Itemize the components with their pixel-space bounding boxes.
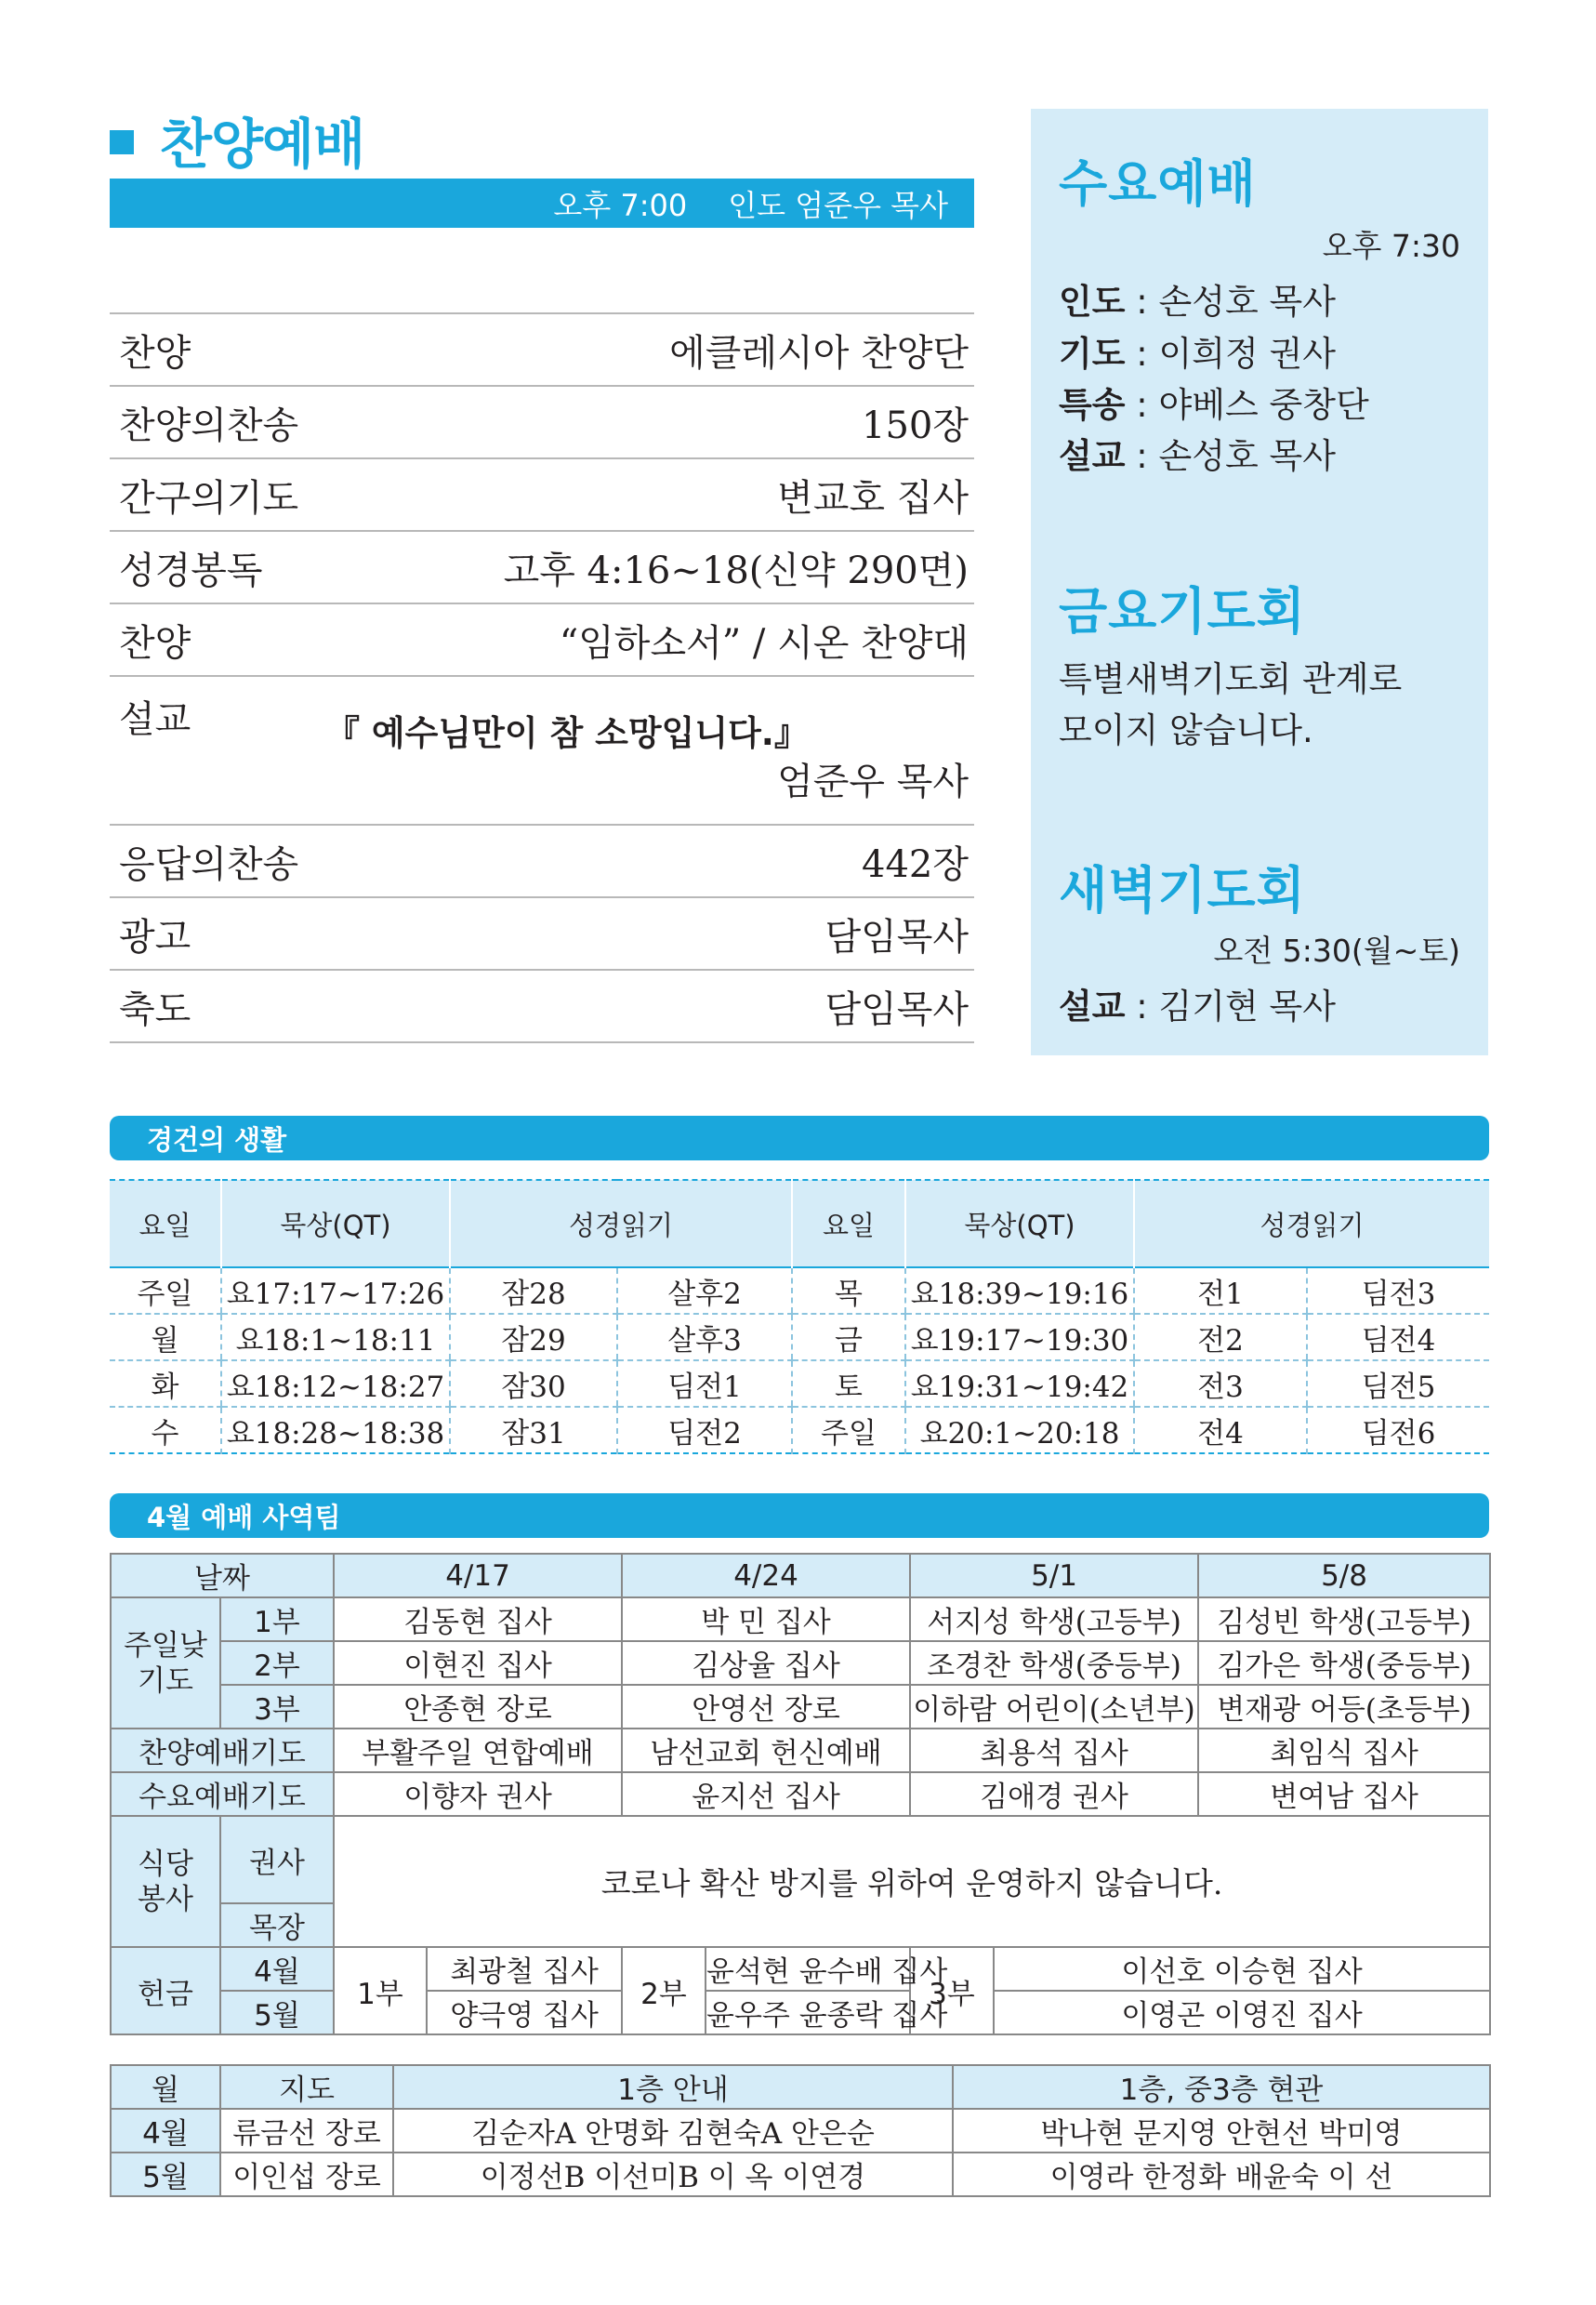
name-cell: 김성빈 학생(고등부) <box>1198 1597 1490 1641</box>
role-label: 설교 <box>1059 987 1126 1027</box>
name-cell: 이인섭 장로 <box>220 2153 393 2196</box>
qt-cell: 요18:28~18:38 <box>221 1407 450 1453</box>
order-item: 찬양 <box>119 331 191 375</box>
date-cell: 5/8 <box>1198 1554 1490 1597</box>
guide-header: 월 <box>111 2065 220 2109</box>
name-cell: 윤지선 집사 <box>622 1772 910 1816</box>
table-row <box>110 1267 1489 1314</box>
role-label: 특송 <box>1059 385 1126 425</box>
sermon-row <box>110 675 974 824</box>
name-cell: 변여남 집사 <box>1198 1772 1490 1816</box>
order-value: 담임목사 <box>824 915 969 959</box>
qt-cell: 요19:31~19:42 <box>905 1360 1134 1407</box>
usher-guide-table <box>110 2064 1491 2197</box>
order-item: 축도 <box>119 987 191 1031</box>
order-row <box>110 969 974 1041</box>
praise-service-heading <box>110 102 364 177</box>
month-cell: 4월 <box>220 1947 334 1991</box>
reading-cell: 딤전2 <box>617 1407 792 1453</box>
day-cell: 금 <box>792 1314 905 1360</box>
sermon-preacher: 엄준우 목사 <box>777 761 969 803</box>
square-bullet-icon <box>110 130 134 154</box>
day-cell: 화 <box>110 1360 221 1407</box>
order-item: 찬양의찬송 <box>119 404 299 447</box>
order-value: 담임목사 <box>824 987 969 1031</box>
table-row <box>111 1641 1490 1685</box>
name-cell: 윤석현 윤수배 집사 <box>706 1947 910 1991</box>
dawn-prayer-title: 새벽기도회 <box>1059 861 1306 920</box>
devotion-table <box>110 1179 1489 1454</box>
sermon-title: 『 예수님만이 참 소망입니다.』 <box>325 713 809 753</box>
name-cell: 김동현 집사 <box>334 1597 622 1641</box>
worship-order-list <box>110 312 974 1043</box>
date-cell: 4/17 <box>334 1554 622 1597</box>
table-row <box>111 2153 1490 2196</box>
order-item: 성경봉독 <box>119 549 263 592</box>
name-cell: 박나현 문지영 안현선 박미영 <box>953 2109 1490 2153</box>
order-row <box>110 603 974 675</box>
order-item: 광고 <box>119 915 191 959</box>
header-day: 요일 <box>792 1180 905 1267</box>
part-cell: 3부 <box>220 1685 334 1729</box>
friday-note-line: 모이지 않습니다. <box>1059 710 1313 750</box>
name-cell: 부활주일 연합예배 <box>334 1729 622 1772</box>
part-cell: 2부 <box>220 1641 334 1685</box>
order-value: 에클레시아 찬양단 <box>669 331 969 375</box>
table-row <box>110 1407 1489 1453</box>
name-cell: 박 민 집사 <box>622 1597 910 1641</box>
header-qt: 묵상(QT) <box>905 1180 1134 1267</box>
order-value: 고후 4:16~18(신약 290면) <box>503 549 969 592</box>
role-name: : 이희정 권사 <box>1125 334 1336 374</box>
order-value: 150장 <box>862 404 969 447</box>
name-cell: 이향자 권사 <box>334 1772 622 1816</box>
date-cell: 4/24 <box>622 1554 910 1597</box>
part-cell: 2부 <box>622 1947 706 2034</box>
role-label: 기도 <box>1059 334 1126 374</box>
cafeteria-note: 코로나 확산 방지를 위하여 운영하지 않습니다. <box>334 1816 1490 1947</box>
table-row <box>111 1816 1490 1903</box>
order-divider <box>110 1041 974 1043</box>
date-label: 날짜 <box>111 1554 334 1597</box>
part-cell: 1부 <box>334 1947 427 2034</box>
praise-service-leader: 인도 엄준우 목사 <box>728 187 948 223</box>
qt-cell: 요18:1~18:11 <box>221 1314 450 1360</box>
name-cell: 이영곤 이영진 집사 <box>994 1991 1490 2034</box>
order-item: 응답의찬송 <box>119 842 299 886</box>
order-row <box>110 896 974 969</box>
date-cell: 5/1 <box>910 1554 1198 1597</box>
role-name: : 손성호 목사 <box>1125 282 1336 322</box>
table-row <box>111 1772 1490 1816</box>
header-day: 요일 <box>110 1180 221 1267</box>
role-label: 인도 <box>1059 282 1126 322</box>
header-reading: 성경읽기 <box>1134 1180 1489 1267</box>
qt-cell: 요19:17~19:30 <box>905 1314 1134 1360</box>
sermon-label: 설교 <box>119 698 191 741</box>
ministry-team-section-title: 4월 예배 사역팀 <box>147 1501 341 1533</box>
reading-cell: 전3 <box>1134 1360 1307 1407</box>
devotion-section-title: 경건의 생활 <box>147 1123 287 1156</box>
wednesday-line <box>1059 273 1336 324</box>
part-cell: 3부 <box>910 1947 994 2034</box>
part-cell: 1부 <box>220 1597 334 1641</box>
day-cell: 주일 <box>110 1267 221 1314</box>
reading-cell: 잠30 <box>450 1360 617 1407</box>
reading-cell: 전1 <box>1134 1267 1307 1314</box>
cafeteria-sub-label: 권사 <box>220 1816 334 1903</box>
name-cell: 조경찬 학생(중등부) <box>910 1641 1198 1685</box>
sunday-prayer-label: 주일낮 기도 <box>111 1597 220 1729</box>
name-cell: 김상율 집사 <box>622 1641 910 1685</box>
reading-cell: 딤전3 <box>1307 1267 1489 1314</box>
reading-cell: 딤전5 <box>1307 1360 1489 1407</box>
role-name: : 야베스 중창단 <box>1125 385 1369 425</box>
name-cell: 서지성 학생(고등부) <box>910 1597 1198 1641</box>
day-cell: 목 <box>792 1267 905 1314</box>
friday-note-line: 특별새벽기도회 관계로 <box>1059 659 1403 699</box>
reading-cell: 전2 <box>1134 1314 1307 1360</box>
qt-cell: 요18:39~19:16 <box>905 1267 1134 1314</box>
name-cell: 최용석 집사 <box>910 1729 1198 1772</box>
qt-cell: 요20:1~20:18 <box>905 1407 1134 1453</box>
reading-cell: 딤전4 <box>1307 1314 1489 1360</box>
wednesday-line <box>1059 428 1336 478</box>
wednesday-line <box>1059 377 1369 427</box>
order-value: “임하소서” / 시온 찬양대 <box>559 621 969 665</box>
header-reading: 성경읽기 <box>450 1180 792 1267</box>
dawn-prayer-time: 오전 5:30(월~토) <box>1213 933 1460 969</box>
table-row <box>110 1360 1489 1407</box>
friday-prayer-title: 금요기도회 <box>1059 582 1306 641</box>
offering-label: 헌금 <box>111 1947 220 2034</box>
ministry-team-section-bar <box>110 1493 1489 1538</box>
cafeteria-label: 식당 봉사 <box>111 1816 220 1947</box>
name-cell: 이정선B 이선미B 이 옥 이연경 <box>393 2153 953 2196</box>
wednesday-service-time: 오후 7:30 <box>1322 228 1460 264</box>
table-row <box>111 1685 1490 1729</box>
praise-prayer-label: 찬양예배기도 <box>111 1729 334 1772</box>
reading-cell: 잠29 <box>450 1314 617 1360</box>
reading-cell: 전4 <box>1134 1407 1307 1453</box>
table-row <box>111 1947 1490 1991</box>
order-row <box>110 312 974 385</box>
wed-prayer-label: 수요예배기도 <box>111 1772 334 1816</box>
praise-service-title: 찬양예배 <box>160 113 365 176</box>
order-row <box>110 457 974 530</box>
table-row <box>111 1554 1490 1597</box>
qt-cell: 요18:12~18:27 <box>221 1360 450 1407</box>
reading-cell: 잠28 <box>450 1267 617 1314</box>
month-cell: 5월 <box>220 1991 334 2034</box>
wednesday-line <box>1059 325 1336 376</box>
name-cell: 이영라 한정화 배윤숙 이 선 <box>953 2153 1490 2196</box>
order-row <box>110 530 974 603</box>
reading-cell: 살후3 <box>617 1314 792 1360</box>
order-item: 찬양 <box>119 621 191 665</box>
name-cell: 김애경 권사 <box>910 1772 1198 1816</box>
name-cell: 김순자A 안명화 김현숙A 안은순 <box>393 2109 953 2153</box>
cafeteria-sub-label: 목장 <box>220 1903 334 1947</box>
name-cell: 김가은 학생(중등부) <box>1198 1641 1490 1685</box>
table-row <box>111 2065 1490 2109</box>
name-cell: 이하람 어린이(소년부) <box>910 1685 1198 1729</box>
reading-cell: 잠31 <box>450 1407 617 1453</box>
order-row <box>110 385 974 457</box>
name-cell: 류금선 장로 <box>220 2109 393 2153</box>
table-row <box>110 1314 1489 1360</box>
name-cell: 최광철 집사 <box>427 1947 622 1991</box>
day-cell: 토 <box>792 1360 905 1407</box>
name-cell: 변재광 어등(초등부) <box>1198 1685 1490 1729</box>
order-value: 442장 <box>862 842 969 886</box>
table-row <box>111 1729 1490 1772</box>
table-row <box>111 1991 1490 2034</box>
devotion-section-bar <box>110 1116 1489 1160</box>
name-cell: 양극영 집사 <box>427 1991 622 2034</box>
praise-service-time: 오후 7:00 <box>553 187 688 223</box>
day-cell: 월 <box>110 1314 221 1360</box>
name-cell: 이선호 이승현 집사 <box>994 1947 1490 1991</box>
name-cell: 안종현 장로 <box>334 1685 622 1729</box>
table-row <box>111 2109 1490 2153</box>
table-row <box>111 1597 1490 1641</box>
order-value: 변교호 집사 <box>777 476 969 520</box>
guide-header: 지도 <box>220 2065 393 2109</box>
reading-cell: 살후2 <box>617 1267 792 1314</box>
weekday-services-box <box>1031 109 1488 1055</box>
reading-cell: 딤전1 <box>617 1360 792 1407</box>
name-cell: 최임식 집사 <box>1198 1729 1490 1772</box>
role-name: : 손성호 목사 <box>1125 436 1336 476</box>
name-cell: 안영선 장로 <box>622 1685 910 1729</box>
order-row <box>110 824 974 896</box>
praise-service-info-bar <box>110 179 974 228</box>
day-cell: 주일 <box>792 1407 905 1453</box>
role-name: : 김기현 목사 <box>1125 987 1336 1027</box>
ministry-team-table <box>110 1553 1491 2035</box>
header-qt: 묵상(QT) <box>221 1180 450 1267</box>
dawn-line <box>1059 978 1336 1028</box>
role-label: 설교 <box>1059 436 1126 476</box>
name-cell: 남선교회 헌신예배 <box>622 1729 910 1772</box>
qt-cell: 요17:17~17:26 <box>221 1267 450 1314</box>
devotion-header-row <box>110 1180 1489 1267</box>
guide-header: 1층 안내 <box>393 2065 953 2109</box>
guide-header: 1층, 중3층 현관 <box>953 2065 1490 2109</box>
wednesday-service-title: 수요예배 <box>1059 154 1257 213</box>
month-cell: 4월 <box>111 2109 220 2153</box>
order-item: 간구의기도 <box>119 476 299 520</box>
day-cell: 수 <box>151 1416 179 1451</box>
name-cell: 윤우주 윤종락 집사 <box>706 1991 910 2034</box>
name-cell: 이현진 집사 <box>334 1641 622 1685</box>
reading-cell: 딤전6 <box>1307 1407 1489 1453</box>
month-cell: 5월 <box>111 2153 220 2196</box>
